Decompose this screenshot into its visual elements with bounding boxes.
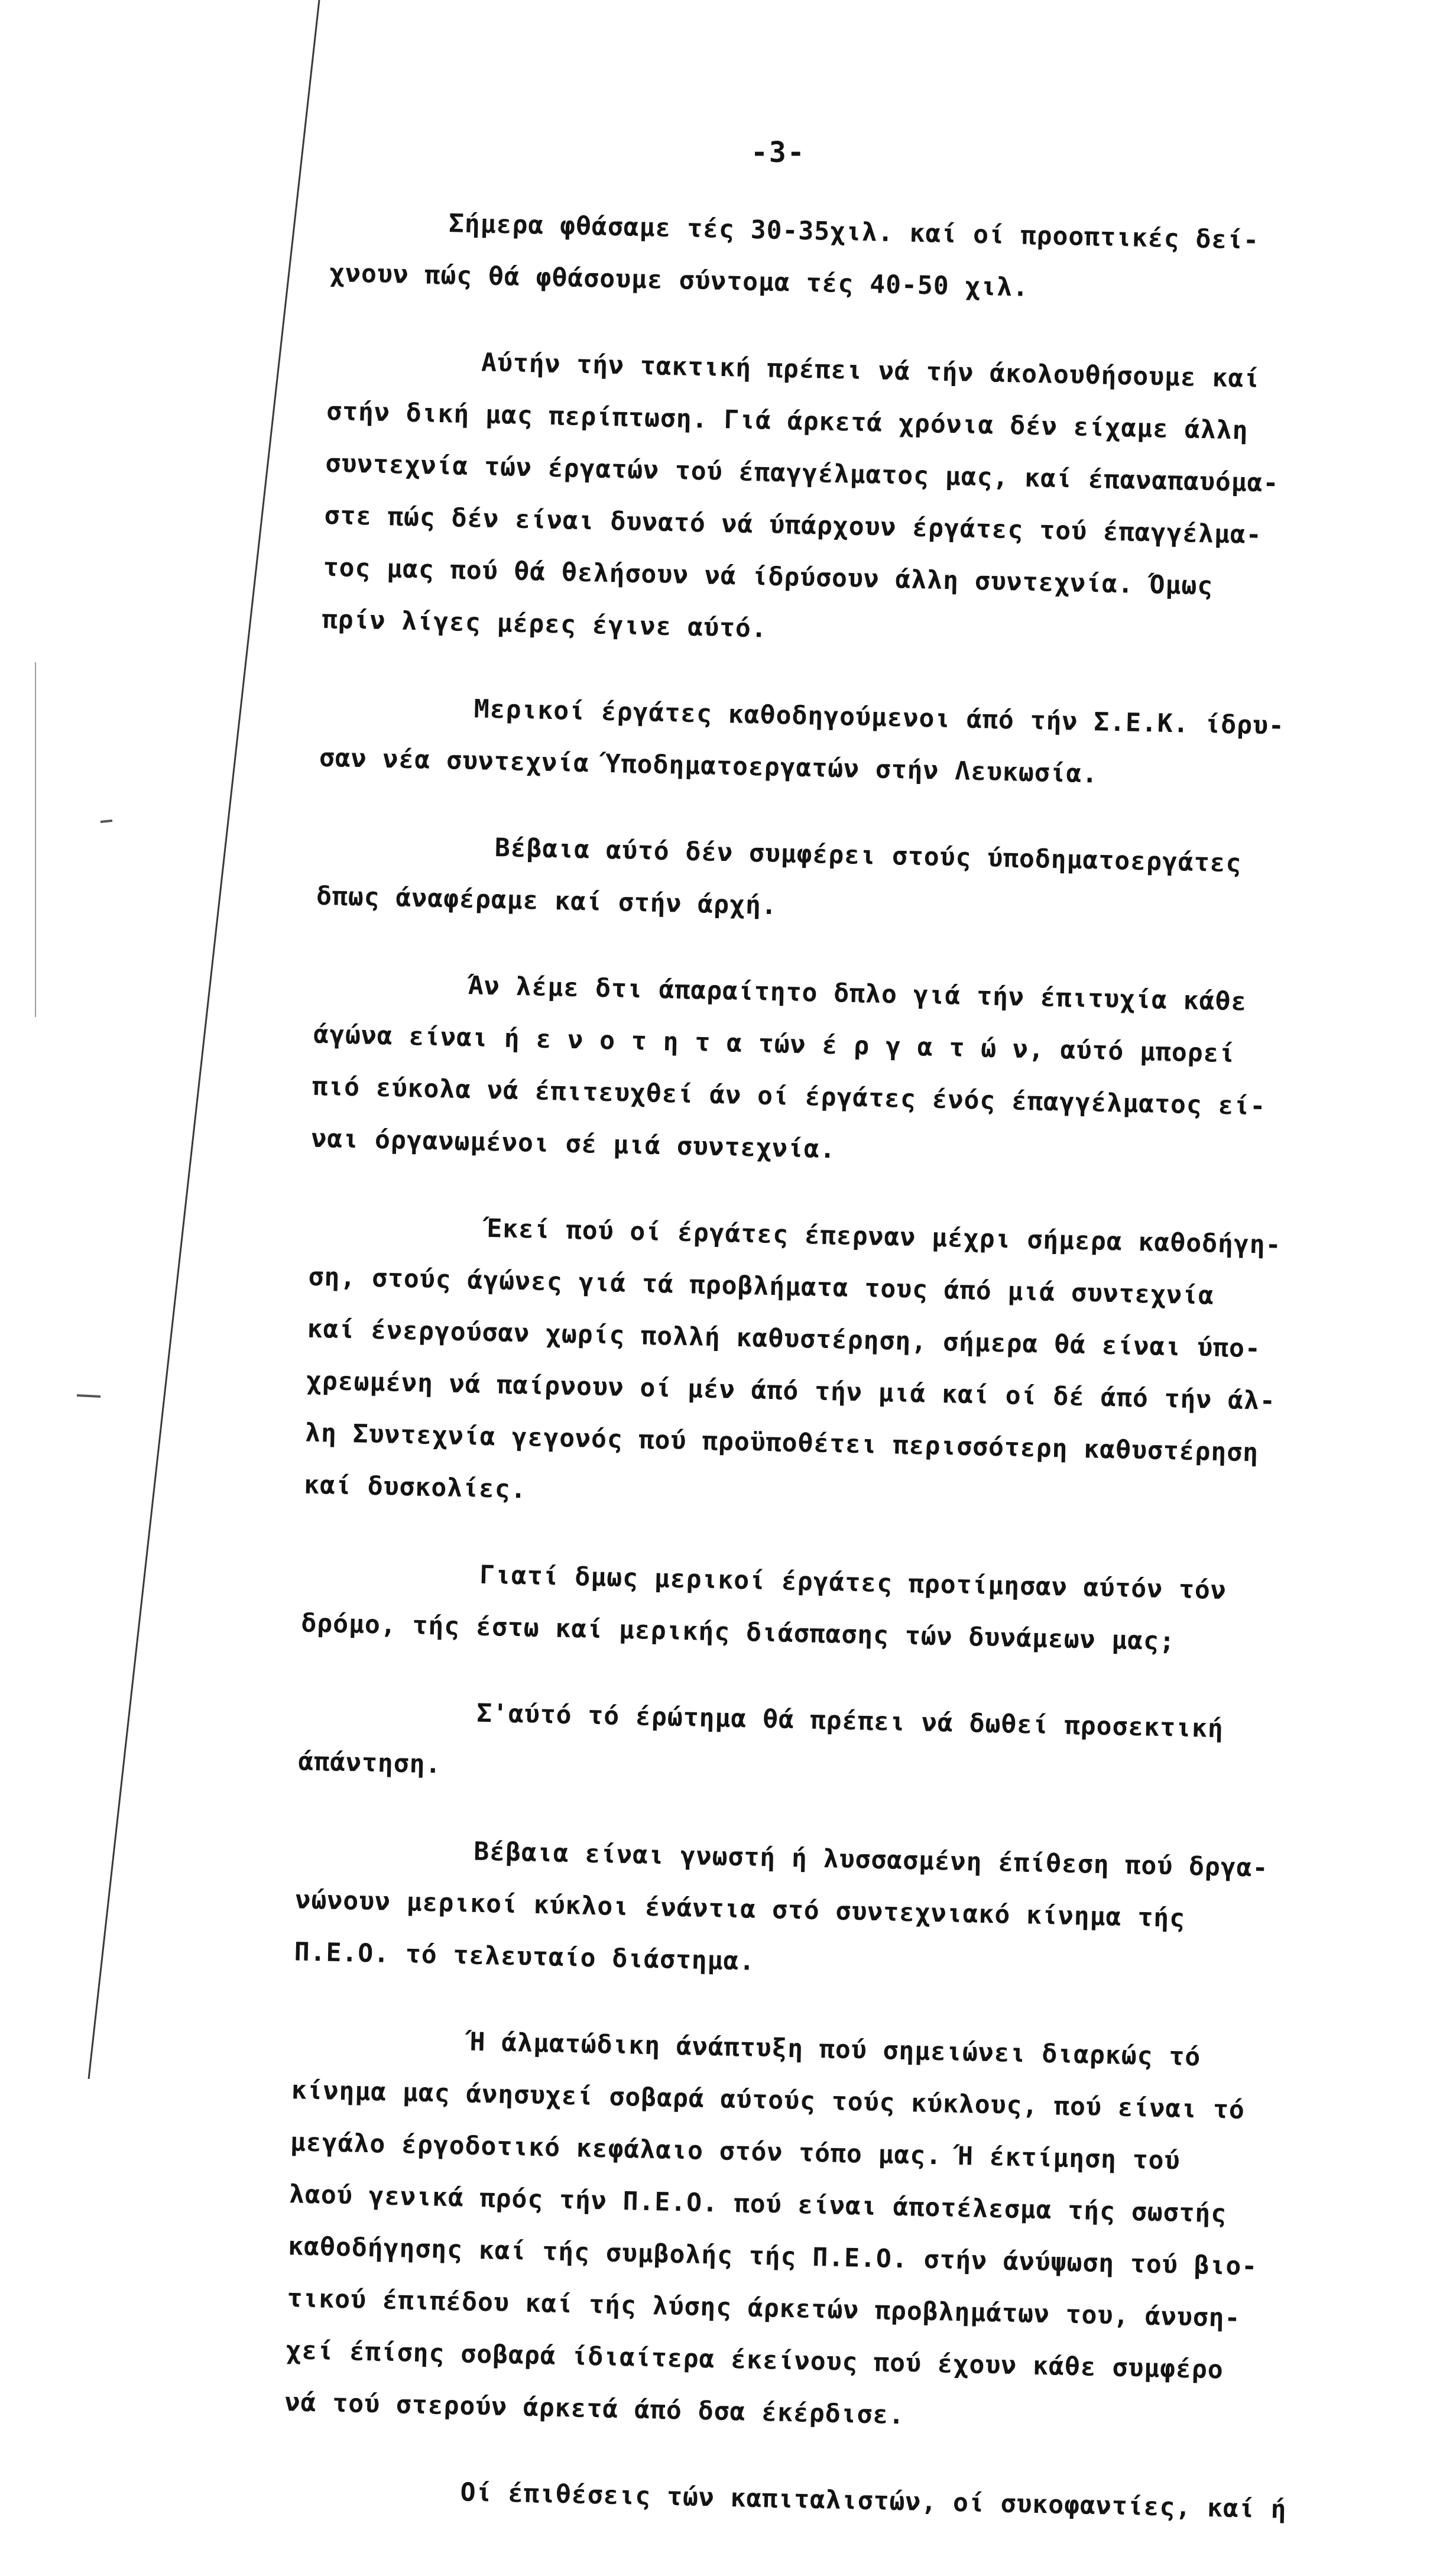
paragraph: Βέβαια αύτό δέν συμφέρει στούς ύποδηματοεργάτες δπως άναφέραμε καί στήν άρχή.: [316, 833, 1242, 921]
punch-mark-upper: [100, 821, 112, 822]
left-margin-fold-line: [89, 0, 319, 2079]
paragraph: Σήμερα φθάσαμε τές 30-35χιλ. καί οί προοπτικές δεί- χνουν πώς θά φθάσουμε σύντομα τές 40-50 χιλ.: [329, 209, 1260, 303]
paragraph: Άν λέμε δτι άπαραίτητο δπλο γιά τήν έπιτυχία κάθε άγώνα είναι ή ε ν ο τ η τ α τών έ ρ γ α τ ώ ν, αύτό μπορεί πιό εύκολα νά έπιτευχθεί άν οί έργάτες ένός έπαγγέλματος εί- ναι όργανωμένοι σέ μιά συντεχνία.: [311, 971, 1266, 1165]
paragraph: Σ'αύτό τό έρώτημα θά πρέπει νά δωθεί προσεκτική άπάντηση.: [297, 1698, 1224, 1780]
page-number: -3-: [751, 136, 806, 169]
paragraph: Έκεί πού οί έργάτες έπερναν μέχρι σήμερα καθοδήγη- ση, στούς άγώνες γιά τά προβλήματα τους άπό μιά συντεχνία καί ένεργούσαν χωρίς πολλή καθυστέρηση, σήμερα θά είναι ύπο- χρεωμένη νά παίρνουν οί μέν άπό τήν μιά καί οί δέ άπό τήν άλ- λη Συντεχνία γεγονός πού προϋποθέτει περισσότερη καθυστέρηση καί δυσκολίες.: [303, 1213, 1282, 1505]
paragraph: Βέβαια είναι γνωστή ή λυσσασμένη έπίθεση πού δργα- νώνουν μερικοί κύκλοι ένάντια στό συντεχνιακό κίνημα τής Π.Ε.Ο. τό τελευταίο διάστημα.: [294, 1836, 1269, 1977]
paragraph: Γιατί δμως μερικοί έργάτες προτίμησαν αύτόν τόν δρόμο, τής έστω καί μερικής διάσπασης τών δυνάμεων μας;: [300, 1560, 1227, 1657]
typed-body: [282, 195, 1431, 2572]
paragraph: Μερικοί έργάτες καθοδηγούμενοι άπό τήν Σ.Ε.Κ. ίδρυ- σαν νέα συντεχνία Ύποδηματοεργατών στήν Λευκωσία.: [319, 694, 1285, 789]
paragraph: Οί έπιθέσεις τών καπιταλιστών, οί συκοφαντίες, καί ή: [460, 2477, 1288, 2525]
punch-mark: [77, 1395, 100, 1397]
paragraph: Αύτήν τήν τακτική πρέπει νά τήν άκολουθήσουμε καί στήν δική μας περίπτωση. Γιά άρκετά χρόνια δέν είχαμε άλλη συντεχνία τών έργατών τού έπαγγέλματος μας, καί έπαναπαυόμα- στε πώς δέν είναι δυνατό νά ύπάρχουν έργάτες τού έπαγγέλμα- τος μας πού θά θελήσουν νά ίδρύσουν άλλη συντεχνία. Όμως πρίν λίγες μέρες έγινε αύτό.: [322, 348, 1279, 644]
paragraph: Ή άλματώδικη άνάπτυξη πού σημειώνει διαρκώς τό κίνημα μας άνησυχεί σοβαρά αύτούς τούς κύκλους, πού είναι τό μεγάλο έργοδοτικό κεφάλαιο στόν τόπο μας. Ή έκτίμηση τού λαού γενικά πρός τήν Π.Ε.Ο. πού είναι άποτέλεσμα τής σωστής καθοδήγησης καί τής συμβολής τής Π.Ε.Ο. στήν άνύψωση τού βιο- τικού έπιπέδου καί τής λύσης άρκετών προβλημάτων του, άνυση- χεί έπίσης σοβαρά ίδιαίτερα έκείνους πού έχουν κάθε συμφέρο νά τού στερούν άρκετά άπό δσα έκέρδισε.: [284, 2027, 1258, 2431]
